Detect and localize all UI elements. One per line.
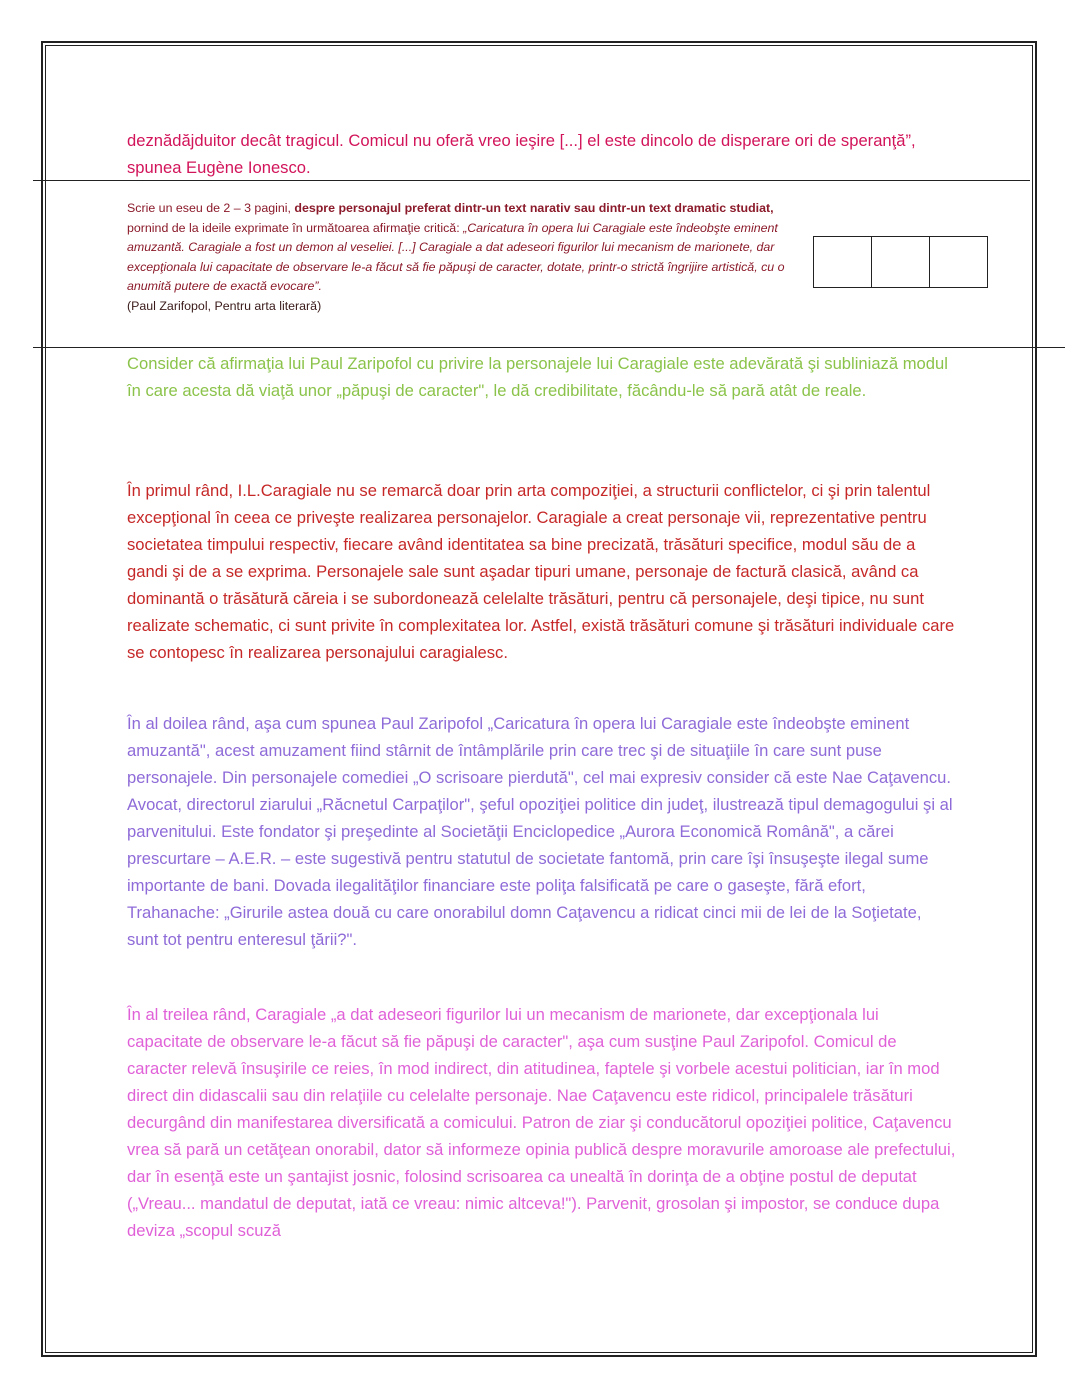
score-boxes [813,236,988,288]
argument-paragraph-1: În primul rând, I.L.Caragiale nu se remarcă doar prin arta compoziţiei, a structurii conflictelor, ci şi prin talentul excepţional în ceea ce priveşte realizarea personajelor. Caragiale a creat personaje vii, reprezentative pentru societatea timpului respectiv, fiecare având identitatea sa bine precizată, trăsături specifice, modul său de a gandi şi de a se exprima. Personajele sale sunt aşadar tipuri umane, personaje de factură clasică, având ca dominantă o trăsătură căreia i se subordonează celelalte trăsături, pentru că personajele, deşi tipice, nu sunt realizate schematic, ci sunt privite în complexitatea lor. Astfel, există trăsături comune şi trăsături individuale care se contopesc în realizarea personajului caragialesc. [127,481,955,662]
subject-quote: „Caricatura în opera lui Caragiale este îndeobşte eminent amuzantă. Caragiale a fost un demon al veseliei. [...] Caragiale a dat adeseori figurilor lui mecanism de marionete, dar excepţionala lui capacitate de observare le-a făcut să fie păpuşi de caracter, dotate, printr-o strictă îngrijire artistică, cu o anumită putere de exactă evocare”. [127,220,785,293]
argument-paragraph-2: În al doilea rând, aşa cum spunea Paul Zaripofol „Caricatura în opera lui Caragiale este îndeobşte eminent amuzantă", acest amuzament fiind stârnit de întâmplările prin care trec şi de situaţiile în care sunt puse personajele. Din personajele comediei „O scrisoare pierdută", cel mai expresiv consider că este Nae Caţavencu. Avocat, directorul ziarului „Răcnetul Carpaţilor", şeful opoziţiei politice din judeţ, ilustrează tipul demagogului şi al parvenitului. Este fondator şi preşedinte al Societăţii Enciclopedice „Aurora Economică Română", a cărei prescurtare – A.E.R. – este sugestivă pentru statutul de societate fantomă, prin care îşi însuşeşte ilegal sume importante de bani. Dovada ilegalităţilor financiare este poliţa falsificată pe care o gaseşte, fără efort, Trahanache: „Girurile astea două cu care onorabilul domn Caţavencu a ridicat cinci mii de lei de la Soţietate, sunt tot pentru enteresul ţării?". [127,714,953,949]
intro-paragraph: deznădăjduitor decât tragicul. Comicul nu oferă vreo ieşire [...] el este dincolo de disperare ori de speranţă”, spunea Eugène Ionesco. [127,131,916,177]
thesis-paragraph: Consider că afirmaţia lui Paul Zaripofol cu privire la personajele lui Caragiale este adevărată şi subliniază modul în care acesta dă viaţă unor „păpuşi de caracter", le dă credibilitate, făcându-le să pară atât de reale. [127,354,948,400]
divider-top [33,180,1030,181]
divider-bottom [33,347,1065,348]
argument-paragraph-3: În al treilea rând, Caragiale „a dat adeseori figurilor lui un mecanism de marionete, dar excepţionala lui capacitate de observare le-a făcut să fie păpuşi de caracter", aşa cum susţine Paul Zaripofol. Comicul de caracter relevă însuşirile ce reies, în mod indirect, din atitudinea, faptele şi vorbele acestui politician, iar în mod direct din didascalii sau din relaţiile cu celelalte personaje. Nae Caţavencu este ridicol, principalele trăsături decurgând din manifestarea diversificată a comicului. Patron de ziar şi conducătorul opoziţiei politice, Caţavencu vrea să pară un cetăţean onorabil, dator să informeze opinia publică despre moravurile amoroase ale prefectului, dar în esenţă este un şantajist josnic, folosind scrisoarea ca unealtă în dorinţa de a obţine postul de deputat („Vreau... mandatul de deputat, iată ce vreau: nimic altceva!"). Parvenit, grosolan şi impostor, se conduce dupa deviza „scopul scuză [127,1005,956,1240]
subject-bold: despre personajul preferat dintr-un text narativ sau dintr-un text dramatic studiat, [294,201,774,215]
score-box-2 [872,237,930,287]
essay-subject [127,199,802,316]
subject-reference: (Paul Zarifopol, Pentru arta literară) [127,298,322,313]
score-box-1 [814,237,872,287]
subject-lead: Scrie un eseu de 2 – 3 pagini, [127,201,295,215]
subject-middle: pornind de la ideile exprimate în următoarea afirmaţie critică: [127,220,464,235]
score-box-3 [930,237,987,287]
